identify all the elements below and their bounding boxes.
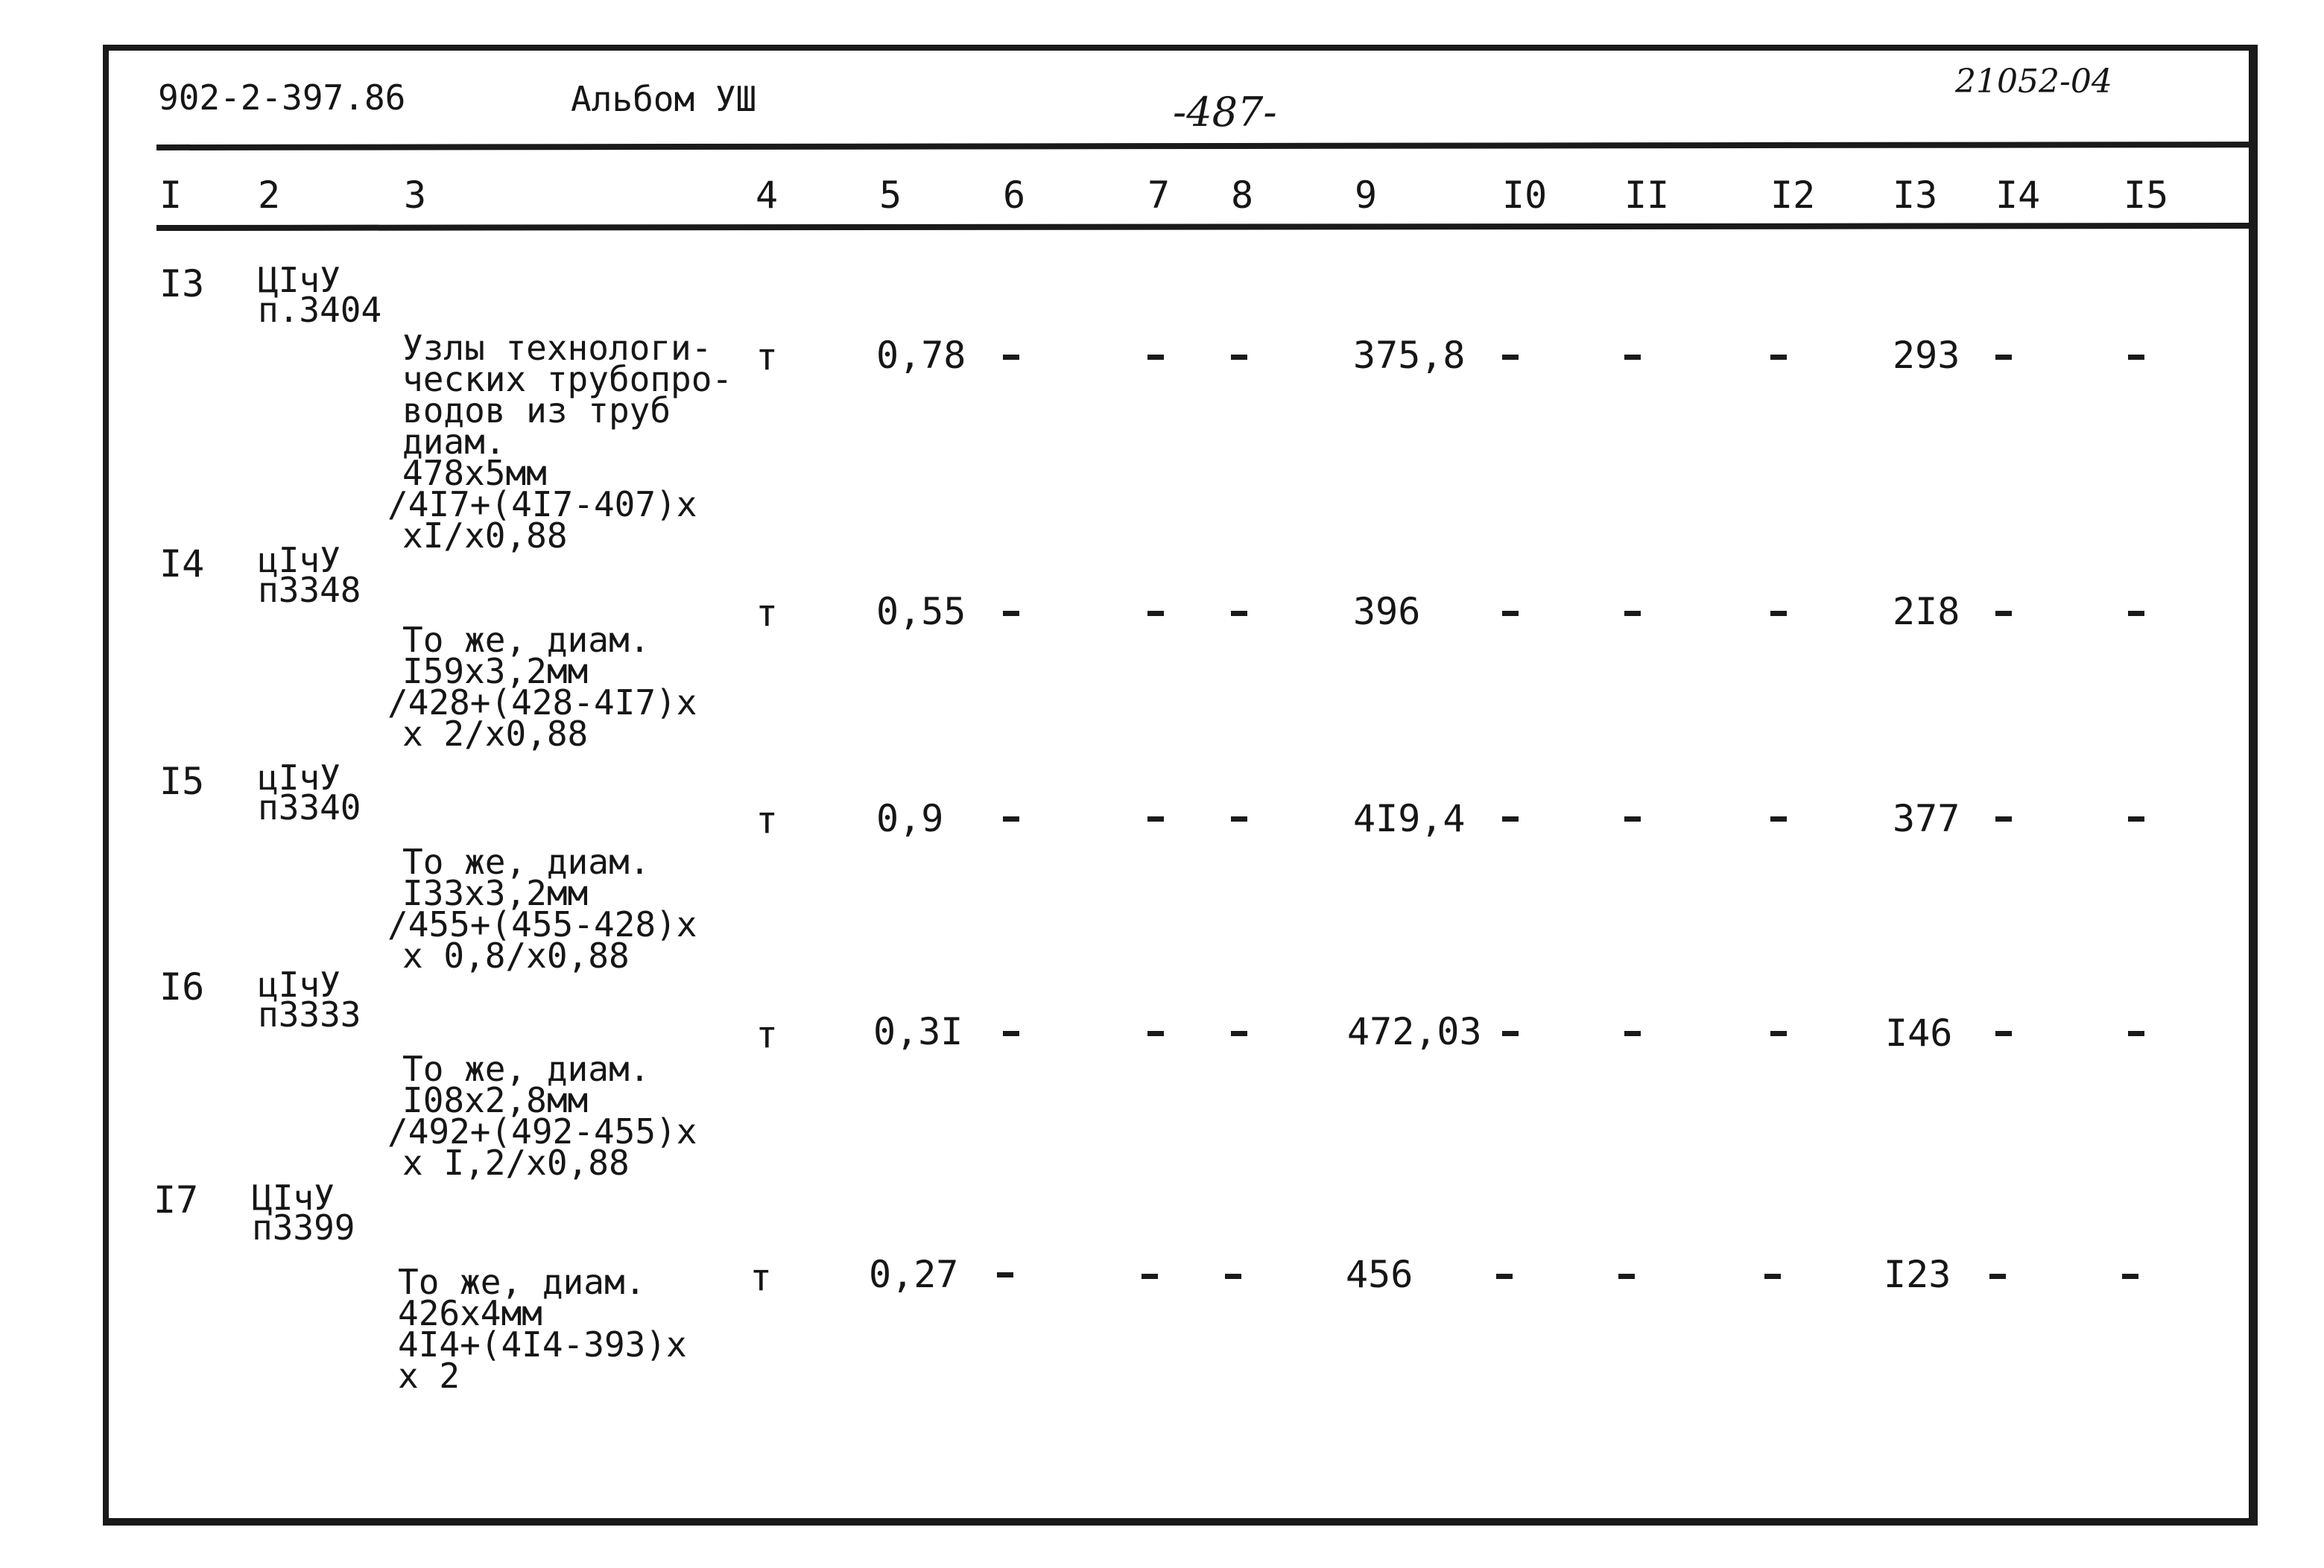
row-number: I6 bbox=[159, 965, 205, 1009]
col6-cell bbox=[997, 1272, 1013, 1277]
row-code: цIчУ п3348 bbox=[258, 540, 361, 610]
col12-cell bbox=[1770, 816, 1787, 822]
col9-cell: 472,03 bbox=[1347, 1010, 1482, 1053]
col10-cell bbox=[1502, 611, 1519, 616]
col6-cell bbox=[1003, 816, 1019, 822]
row-code: ЦIчУ п3399 bbox=[252, 1178, 355, 1248]
col6-cell bbox=[1003, 611, 1019, 616]
row-number: I5 bbox=[159, 760, 205, 803]
col7-cell bbox=[1147, 816, 1164, 822]
sheet-code: 21052-04 bbox=[1955, 63, 2112, 101]
col14-cell bbox=[1995, 355, 2012, 360]
row-code: цIчУ п3340 bbox=[258, 758, 361, 828]
col13-cell: I23 bbox=[1884, 1253, 1951, 1296]
col14-cell bbox=[1995, 816, 2012, 822]
col5-cell: 0,78 bbox=[876, 334, 966, 377]
row-number: I7 bbox=[153, 1178, 199, 1222]
column-number-12: I2 bbox=[1770, 174, 1816, 217]
col11-cell bbox=[1624, 816, 1641, 822]
column-number-14: I4 bbox=[1995, 174, 2041, 217]
col5-cell: 0,27 bbox=[869, 1253, 959, 1296]
column-number-6: 6 bbox=[1003, 174, 1026, 217]
col12-cell bbox=[1770, 611, 1787, 616]
page-number: -487- bbox=[1173, 89, 1277, 136]
row-number: I4 bbox=[159, 542, 205, 585]
col9-cell: 396 bbox=[1353, 590, 1421, 633]
row-description: То же, диам. I08х2,8мм /492+(492-455)х х I,2/х0,88 bbox=[387, 1049, 697, 1183]
col13-cell: 2I8 bbox=[1893, 590, 1960, 633]
col5-cell: 0,55 bbox=[876, 590, 966, 633]
col8-cell bbox=[1231, 611, 1247, 616]
col13-cell: I46 bbox=[1885, 1012, 1953, 1055]
column-number-15: I5 bbox=[2124, 174, 2169, 217]
col15-cell bbox=[2128, 355, 2144, 360]
col10-cell bbox=[1502, 816, 1519, 822]
col12-cell bbox=[1764, 1274, 1781, 1279]
col5-cell: 0,9 bbox=[876, 797, 944, 840]
col15-cell bbox=[2128, 1031, 2144, 1036]
col8-cell bbox=[1231, 1031, 1247, 1036]
row-code: ЦIчУ п.3404 bbox=[258, 260, 382, 330]
column-number-2: 2 bbox=[258, 174, 281, 217]
row-description: То же, диам. I59х3,2мм /428+(428-4I7)х х 2/х0,88 bbox=[387, 620, 697, 754]
column-number-5: 5 bbox=[879, 174, 902, 217]
col8-cell bbox=[1231, 816, 1247, 822]
col9-cell: 375,8 bbox=[1353, 334, 1466, 377]
col7-cell bbox=[1142, 1274, 1158, 1279]
col10-cell bbox=[1496, 1274, 1513, 1279]
col13-cell: 377 bbox=[1893, 797, 1960, 840]
col10-cell bbox=[1502, 1031, 1519, 1036]
col12-cell bbox=[1770, 355, 1787, 360]
row-code: цIчУ п3333 bbox=[258, 965, 361, 1035]
col9-cell: 456 bbox=[1346, 1253, 1413, 1296]
col15-cell bbox=[2128, 816, 2144, 822]
unit-cell: т bbox=[756, 335, 779, 378]
col8-cell bbox=[1231, 355, 1247, 360]
row-description: Узлы технологи- ческих трубопро- водов из труб диам. 478х5мм /4I7+(4I7-407)х хI/х0,88 bbox=[387, 328, 733, 556]
col6-cell bbox=[1003, 1031, 1019, 1036]
column-number-11: II bbox=[1624, 174, 1670, 217]
column-number-8: 8 bbox=[1231, 174, 1254, 217]
col15-cell bbox=[2128, 611, 2144, 616]
col7-cell bbox=[1147, 1031, 1164, 1036]
col8-cell bbox=[1225, 1274, 1241, 1279]
row-number: I3 bbox=[159, 262, 205, 305]
col14-cell bbox=[1995, 611, 2012, 616]
column-number-1: I bbox=[159, 174, 183, 217]
col7-cell bbox=[1147, 611, 1164, 616]
col14-cell bbox=[1989, 1274, 2006, 1279]
column-number-3: 3 bbox=[404, 174, 427, 217]
col7-cell bbox=[1147, 355, 1164, 360]
col10-cell bbox=[1502, 355, 1519, 360]
row-description: То же, диам. I33х3,2мм /455+(455-428)х х 0,8/х0,88 bbox=[387, 842, 697, 976]
col15-cell bbox=[2122, 1274, 2138, 1279]
unit-cell: т bbox=[756, 1013, 779, 1056]
col13-cell: 293 bbox=[1893, 334, 1960, 377]
col11-cell bbox=[1618, 1274, 1635, 1279]
col6-cell bbox=[1003, 355, 1019, 360]
col14-cell bbox=[1995, 1031, 2012, 1036]
column-number-7: 7 bbox=[1147, 174, 1171, 217]
col11-cell bbox=[1624, 611, 1641, 616]
unit-cell: т bbox=[756, 591, 779, 635]
col9-cell: 4I9,4 bbox=[1353, 797, 1466, 840]
column-number-10: I0 bbox=[1502, 174, 1548, 217]
row-description: То же, диам. 426х4мм 4I4+(4I4-393)х х 2 bbox=[398, 1262, 687, 1396]
col12-cell bbox=[1770, 1031, 1787, 1036]
unit-cell: т bbox=[756, 799, 779, 842]
album-label: Альбом УШ bbox=[571, 79, 757, 119]
unit-cell: т bbox=[750, 1256, 773, 1299]
col11-cell bbox=[1624, 355, 1641, 360]
column-number-13: I3 bbox=[1893, 174, 1938, 217]
col11-cell bbox=[1624, 1031, 1641, 1036]
project-code: 902-2-397.86 bbox=[158, 77, 406, 118]
column-number-9: 9 bbox=[1355, 174, 1378, 217]
col5-cell: 0,3I bbox=[873, 1010, 963, 1053]
column-number-4: 4 bbox=[756, 174, 779, 217]
